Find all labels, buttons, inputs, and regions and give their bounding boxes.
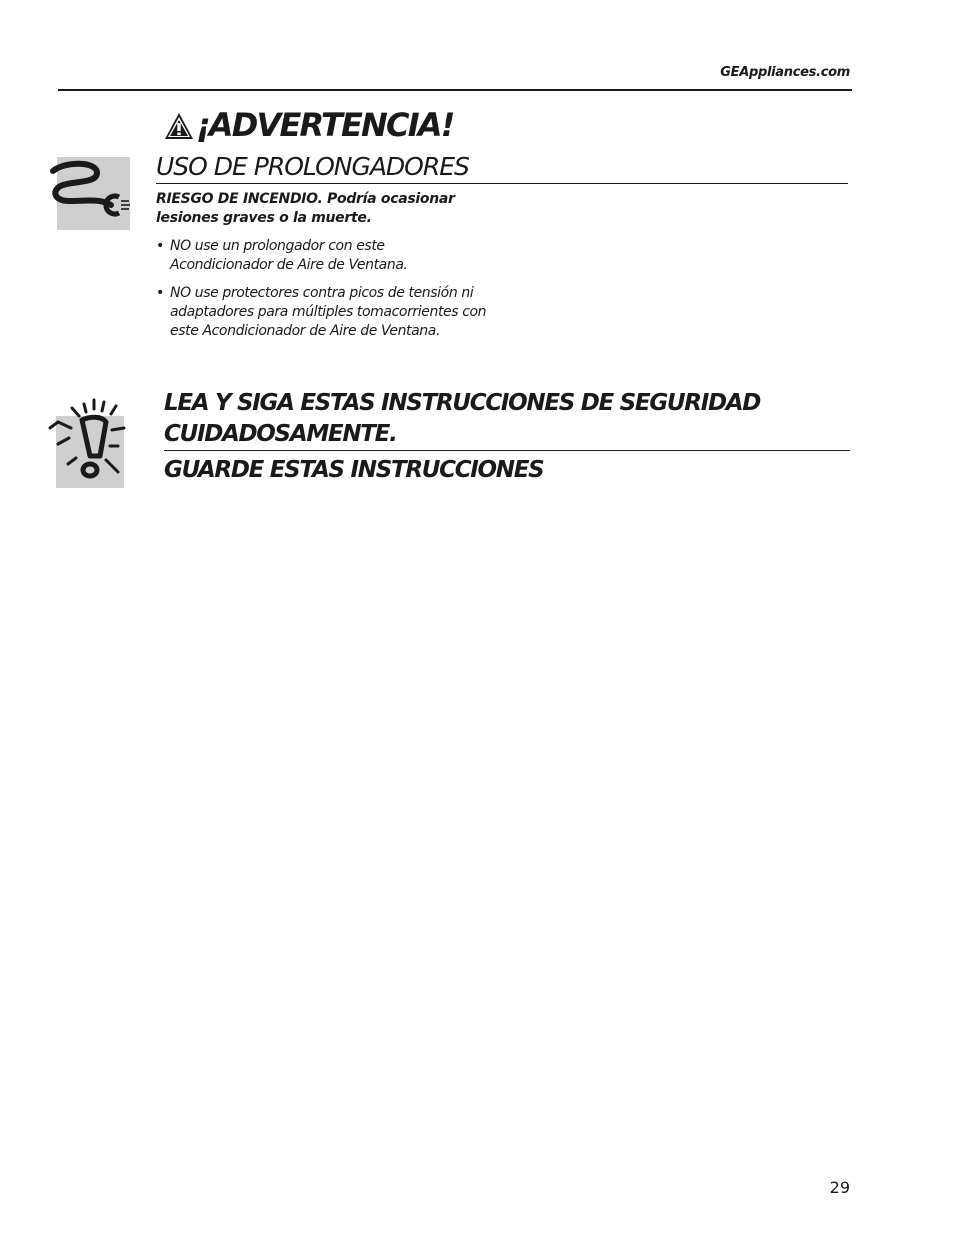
risk-line-1: RIESGO DE INCENDIO. Podría ocasionar <box>156 191 455 207</box>
warning-title-text: ¡ADVERTENCIA! <box>196 106 454 144</box>
extension-heading: USO DE PROLONGADORES <box>156 152 469 181</box>
list-item-line: NO use protectores contra picos de tensión ni <box>170 285 474 301</box>
header-rule <box>58 89 852 91</box>
page-number: 29 <box>829 1178 850 1197</box>
save-instructions-heading: GUARDE ESTAS INSTRUCCIONES <box>164 457 544 483</box>
warning-title <box>164 106 454 144</box>
warning-triangle-icon <box>164 111 194 141</box>
list-item <box>156 284 536 341</box>
fire-risk-warning <box>156 190 486 228</box>
risk-line-2: lesiones graves o la muerte. <box>156 210 372 226</box>
bullet-glyph: • <box>156 238 164 254</box>
instruction-list <box>156 237 536 350</box>
list-item <box>156 237 536 275</box>
section-rule <box>164 450 850 451</box>
exclamation-burst-icon <box>56 416 124 488</box>
list-item-line: adaptadores para múltiples tomacorrientes con <box>170 304 487 320</box>
site-url: GEAppliances.com <box>720 65 850 80</box>
extension-cord-icon <box>57 157 130 230</box>
bullet-glyph: • <box>156 285 164 301</box>
list-item-line: NO use un prolongador con este <box>170 238 385 254</box>
list-item-line: este Acondicionador de Aire de Ventana. <box>170 323 441 339</box>
list-item-line: Acondicionador de Aire de Ventana. <box>170 257 408 273</box>
section-rule <box>156 183 848 184</box>
safety-line-2: CUIDADOSAMENTE. <box>164 421 397 447</box>
safety-line-1: LEA Y SIGA ESTAS INSTRUCCIONES DE SEGURIDAD <box>164 390 761 416</box>
safety-instructions-heading <box>164 388 804 450</box>
